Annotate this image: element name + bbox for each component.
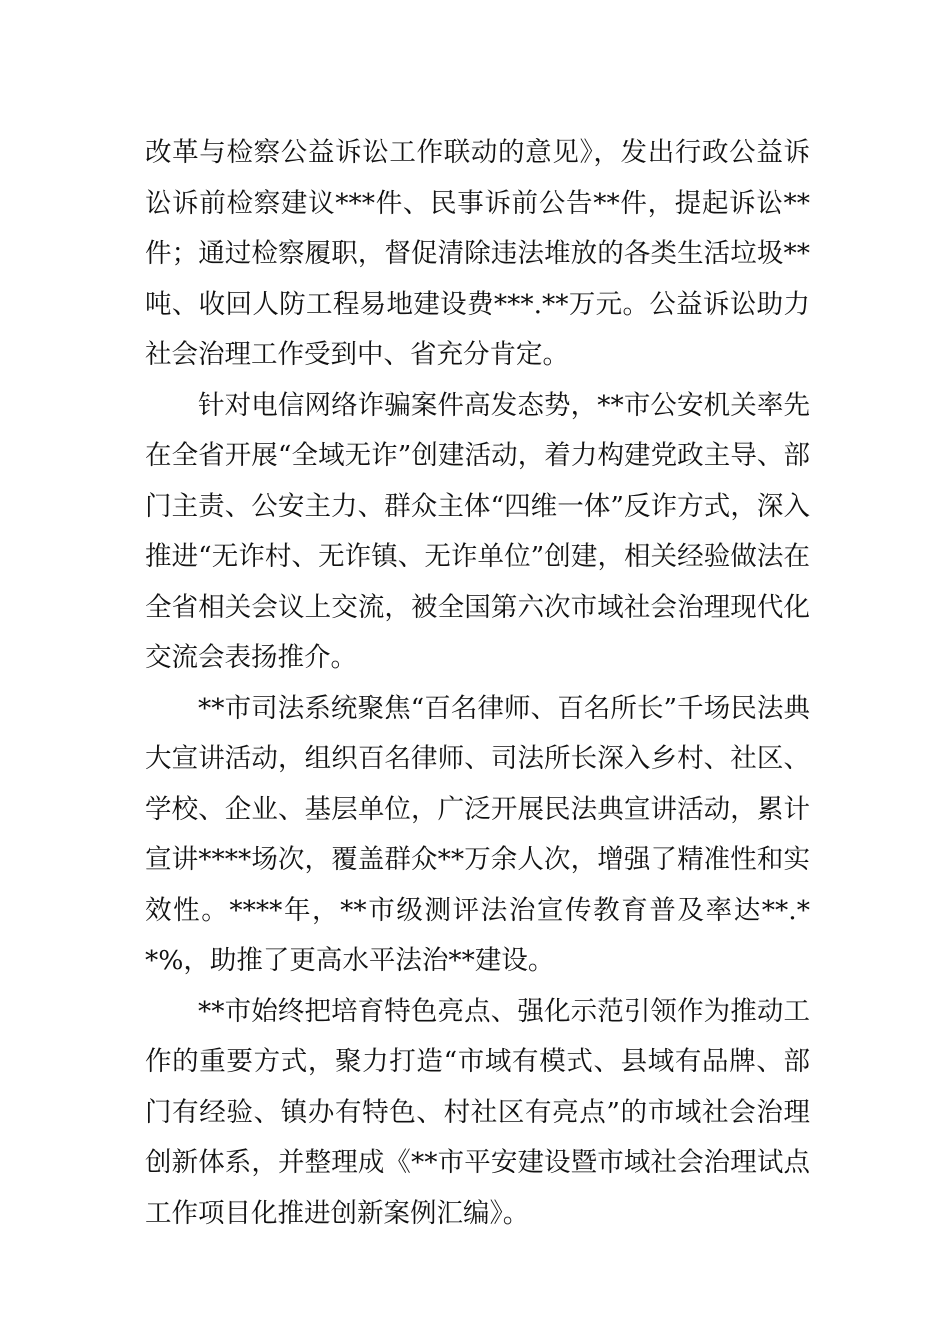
document-page bbox=[145, 128, 810, 1239]
paragraph-public-interest-litigation: 改革与检察公益诉讼工作联动的意见》，发出行政公益诉讼诉前检察建议***件、民事诉前公告**件，提起诉讼**件；通过检察履职，督促清除违法堆放的各类生活垃圾**吨、收回人防工程易地建设费***.**万元。公益诉讼助力社会治理工作受到中、省充分肯定。 bbox=[145, 137, 810, 370]
paragraph-demonstration-cases: **市始终把培育特色亮点、强化示范引领作为推动工作的重要方式，聚力打造“市域有模式、县域有品牌、部门有经验、镇办有特色、村社区有亮点”的市域社会治理创新体系，并整理成《**市平安建设暨市域社会治理试点工作项目化推进创新案例汇编》。 bbox=[145, 995, 810, 1229]
paragraph-civil-code-outreach: **市司法系统聚焦“百名律师、百名所长”千场民法典大宣讲活动，组织百名律师、司法所长深入乡村、社区、学校、企业、基层单位，广泛开展民法典宣讲活动，累计宣讲****场次，覆盖群众**万余人次，增强了精准性和实效性。****年，**市级测评法治宣传教育普及率达**.**%，助推了更高水平法治**建设。 bbox=[145, 692, 810, 976]
paragraph-anti-fraud: 针对电信网络诈骗案件高发态势，**市公安机关率先在全省开展“全域无诈”创建活动，着力构建党政主导、部门主责、公安主力、群众主体“四维一体”反诈方式，深入推进“无诈村、无诈镇、无诈单位”创建，相关经验做法在全省相关会议上交流，被全国第六次市域社会治理现代化交流会表扬推介。 bbox=[145, 389, 810, 673]
